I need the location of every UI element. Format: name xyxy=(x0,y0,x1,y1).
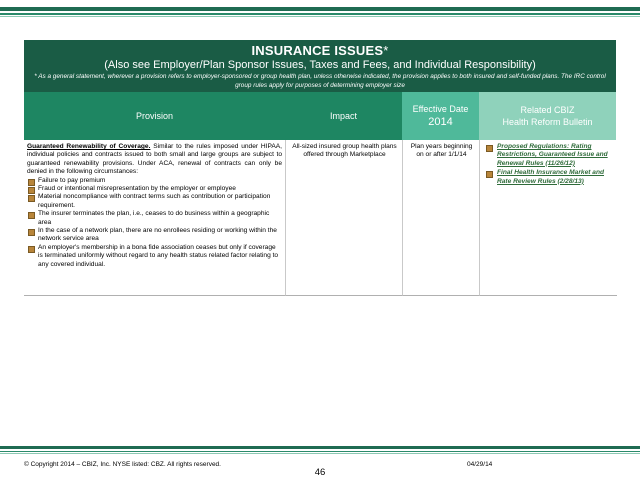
column-header-impact xyxy=(285,92,402,140)
list-item xyxy=(27,193,282,210)
circumstance-list xyxy=(24,177,285,269)
effective-date-cell xyxy=(402,140,480,296)
page-subtitle: (Also see Employer/Plan Sponsor Issues, Taxes and Fees, and Individual Responsibility) xyxy=(104,59,536,71)
top-stripe-dark xyxy=(0,7,640,11)
list-item xyxy=(27,227,282,244)
provision-text: Similar to the rules imposed under HIPAA, individual policies and contracts issued to both small and large groups are subject to guaranteed renewability provisions. Under ACA, renewal of contracts can only be denied in the following circumstances: xyxy=(27,143,282,176)
list-item-text: Fraud or intentional misrepresentation by the employer or employee xyxy=(38,185,236,193)
list-item-text: Failure to pay premium xyxy=(38,176,106,184)
copyright-notice: © Copyright 2014 – CBIZ, Inc. NYSE listed: CBZ. All rights reserved. xyxy=(24,461,221,468)
list-item xyxy=(27,210,282,227)
column-header-provision-label: Provision xyxy=(135,111,173,121)
list-item xyxy=(484,169,613,186)
bullet-square-icon xyxy=(28,229,35,236)
column-header-impact-label: Impact xyxy=(329,111,357,121)
impact-text: All-sized insured group health plans offered through Marketplace xyxy=(292,143,397,159)
related-bulletin-cell xyxy=(479,140,617,296)
footer-date: 04/29/14 xyxy=(467,461,493,468)
top-stripe-light xyxy=(0,16,640,17)
list-item xyxy=(27,185,282,193)
effective-date-label: Effective Date xyxy=(412,104,469,114)
column-header-provision xyxy=(24,92,285,140)
impact-cell xyxy=(285,140,403,296)
list-item xyxy=(27,177,282,185)
provision-paragraph xyxy=(24,140,285,177)
bulletin-link-proposed-regulations[interactable]: Proposed Regulations: Rating Restrictions, Guaranteed Issue and Renewal Rules (11/26/12) xyxy=(497,143,608,167)
effective-date-text: Plan years beginning on or after 1/1/14 xyxy=(410,143,473,159)
page-number: 46 xyxy=(314,467,326,478)
bullet-square-icon xyxy=(28,246,35,253)
bulletin-link-final-market-rules[interactable]: Final Health Insurance Market and Rate Review Rules (2/28/13) xyxy=(497,169,604,185)
bottom-stripe-mid xyxy=(0,451,640,452)
general-note: * As a general statement, wherever a provision refers to employer-sponsored or group health plan, unless otherwise indicated, the provision applies to both insured and self-funded plans. The IRC control group rules apply for purposes of determining employer size xyxy=(34,73,606,89)
title-banner xyxy=(24,40,616,92)
bullet-square-icon xyxy=(486,145,493,152)
bottom-stripe-dark xyxy=(0,446,640,449)
top-stripe-mid xyxy=(0,13,640,15)
title-asterisk: * xyxy=(383,43,389,58)
bottom-stripe-light xyxy=(0,453,640,454)
bullet-square-icon xyxy=(28,212,35,219)
list-item xyxy=(27,244,282,269)
list-item xyxy=(484,143,613,168)
provision-heading: Guaranteed Renewability of Coverage. xyxy=(27,143,151,150)
effective-date-year: 2014 xyxy=(428,116,453,128)
list-item-text: The insurer terminates the plan, i.e., ceases to do business within a geographic area xyxy=(38,210,270,226)
related-link-list xyxy=(480,140,617,186)
list-item-text: An employer's membership in a bona fide association ceases but only if coverage is terminated uniformly without regard to any health status related factor relating to any covered individual. xyxy=(38,243,279,268)
page-title xyxy=(24,43,616,58)
provision-cell xyxy=(24,140,285,296)
list-item-text: Material noncompliance with contract terms such as contribution or participation requirement. xyxy=(38,193,271,209)
bullet-square-icon xyxy=(28,195,35,202)
column-header-effective-date xyxy=(402,92,479,140)
bullet-square-icon xyxy=(486,171,493,178)
list-item-text: In the case of a network plan, there are no enrollees residing or working within the network service area xyxy=(38,227,277,243)
related-label-line1: Related CBIZ xyxy=(520,105,575,115)
page-title-text: INSURANCE ISSUES xyxy=(251,43,384,58)
column-header-related-bulletin xyxy=(479,92,616,140)
related-label-line2: Health Reform Bulletin xyxy=(502,117,593,127)
